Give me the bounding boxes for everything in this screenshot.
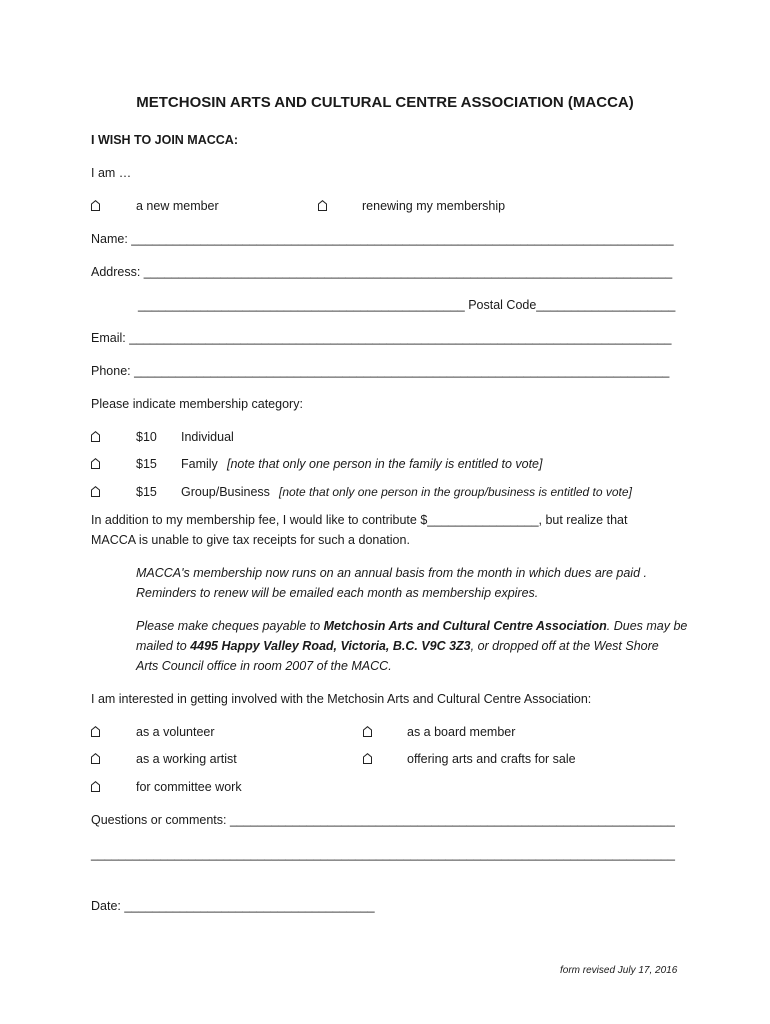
donation-line-2: MACCA is unable to give tax receipts for such a donation. bbox=[91, 533, 410, 547]
new-member-label: a new member bbox=[136, 199, 219, 213]
renewing-checkbox-icon[interactable] bbox=[318, 200, 327, 211]
new-member-checkbox-icon[interactable] bbox=[91, 200, 100, 211]
crafts-sale-checkbox-icon[interactable] bbox=[363, 753, 372, 764]
mailing-address: 4495 Happy Valley Road, Victoria, B.C. V9C 3Z3 bbox=[190, 639, 471, 653]
annual-note-line-2: Reminders to renew will be emailed each month as membership expires. bbox=[136, 586, 539, 600]
annual-note-line-1: MACCA's membership now runs on an annual basis from the month in which dues are paid . bbox=[136, 566, 647, 580]
working-artist-label: as a working artist bbox=[136, 752, 237, 766]
questions-field-line-2[interactable]: ____________________________________________________________________________________ bbox=[91, 847, 675, 861]
category-name: Group/Business bbox=[181, 485, 270, 499]
committee-work-checkbox-icon[interactable] bbox=[91, 781, 100, 792]
cheque-note-line-1 bbox=[136, 619, 687, 633]
cheque-note-text: . Dues may be bbox=[606, 619, 688, 633]
cheque-note-line-3: Arts Council office in room 2007 of the MACC. bbox=[136, 659, 392, 673]
join-heading: I WISH TO JOIN MACCA: bbox=[91, 133, 238, 147]
category-price: $15 bbox=[136, 457, 157, 471]
category-name: Individual bbox=[181, 430, 234, 444]
category-price: $10 bbox=[136, 430, 157, 444]
phone-field[interactable]: Phone: _____________________________________________________________________________ bbox=[91, 364, 670, 378]
category-group-checkbox-icon[interactable] bbox=[91, 486, 100, 497]
board-member-label: as a board member bbox=[407, 725, 516, 739]
category-individual-checkbox-icon[interactable] bbox=[91, 431, 100, 442]
questions-field[interactable]: Questions or comments: ________________________________________________________________ bbox=[91, 813, 675, 827]
cheque-payee: Metchosin Arts and Cultural Centre Association bbox=[323, 619, 607, 633]
i-am-label: I am … bbox=[91, 166, 132, 180]
category-family-checkbox-icon[interactable] bbox=[91, 458, 100, 469]
volunteer-checkbox-icon[interactable] bbox=[91, 726, 100, 737]
crafts-sale-label: offering arts and crafts for sale bbox=[407, 752, 576, 766]
address-field[interactable]: Address: ____________________________________________________________________________ bbox=[91, 265, 673, 279]
category-note: [note that only one person in the family is entitled to vote] bbox=[227, 457, 543, 471]
working-artist-checkbox-icon[interactable] bbox=[91, 753, 100, 764]
page-title: METCHOSIN ARTS AND CULTURAL CENTRE ASSOCIATION (MACCA) bbox=[136, 94, 634, 111]
cheque-note-text: , or dropped off at the West Shore bbox=[470, 639, 659, 653]
name-field[interactable]: Name: ______________________________________________________________________________ bbox=[91, 232, 674, 246]
date-field[interactable]: Date: ____________________________________ bbox=[91, 899, 375, 913]
renewing-label: renewing my membership bbox=[362, 199, 506, 213]
cheque-note-line-2 bbox=[136, 639, 659, 653]
volunteer-label: as a volunteer bbox=[136, 725, 215, 739]
address-line2-field[interactable]: _______________________________________________ Postal Code____________________ bbox=[138, 298, 676, 312]
involvement-prompt: I am interested in getting involved with the Metchosin Arts and Cultural Centre Association: bbox=[91, 692, 592, 706]
cheque-note-text: mailed to bbox=[136, 639, 191, 653]
donation-line-1[interactable]: In addition to my membership fee, I would like to contribute $________________, but realize that bbox=[91, 513, 628, 527]
cheque-note-text: Please make cheques payable to bbox=[136, 619, 324, 633]
category-name: Family bbox=[181, 457, 218, 471]
revision-footer: form revised July 17, 2016 bbox=[560, 965, 678, 976]
board-member-checkbox-icon[interactable] bbox=[363, 726, 372, 737]
email-field[interactable]: Email: ______________________________________________________________________________ bbox=[91, 331, 672, 345]
category-note: [note that only one person in the group/business is entitled to vote] bbox=[279, 485, 632, 499]
category-price: $15 bbox=[136, 485, 157, 499]
committee-work-label: for committee work bbox=[136, 780, 242, 794]
category-prompt: Please indicate membership category: bbox=[91, 397, 303, 411]
